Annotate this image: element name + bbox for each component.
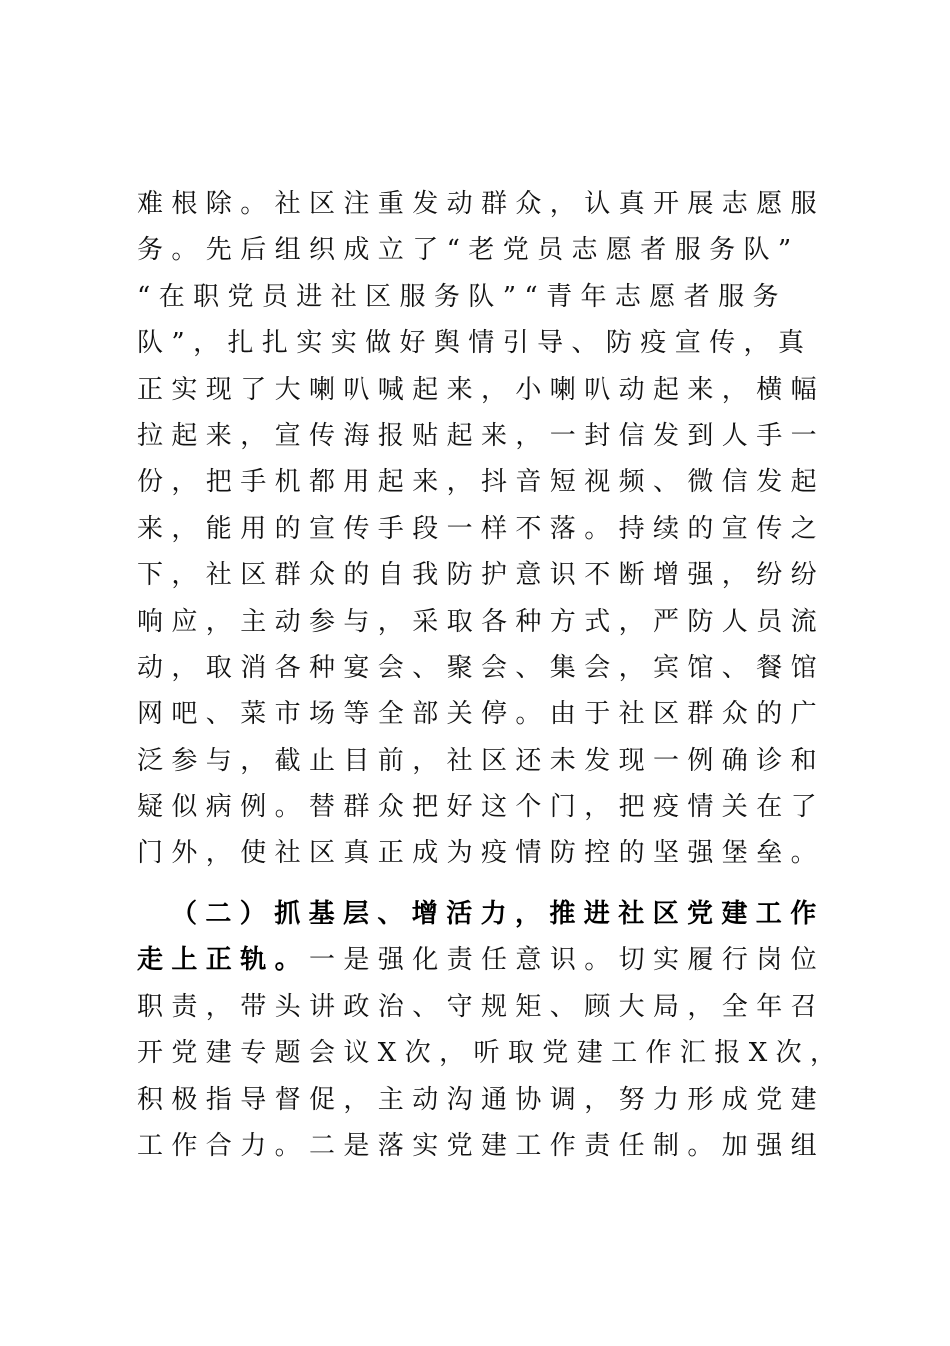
text-line: [137, 937, 837, 983]
text-line: 难根除。社区注重发动群众，认真开展志愿服: [137, 189, 826, 219]
section-heading: （二）抓基层、增活力，推进社区党建工作: [171, 899, 825, 929]
text-line: 份，把手机都用起来，抖音短视频、微信发起: [137, 467, 826, 498]
text-line: 疑似病例。替群众把好这个门，把疫情关在了: [137, 792, 826, 823]
text-line: 正实现了大喇叭喊起来，小喇叭动起来，横幅: [137, 374, 826, 405]
text-line: 积极指导督促，主动沟通协调，努力形成党建: [137, 1084, 826, 1115]
paragraph-volunteer-service: [137, 181, 837, 877]
text-line: 队”，扎扎实实做好舆情引导、防疫宣传，真: [137, 328, 813, 359]
text-line: 来，能用的宣传手段一样不落。持续的宣传之: [137, 513, 826, 544]
text-line: 动，取消各种宴会、聚会、集会，宾馆、餐馆: [137, 652, 826, 683]
text-line: 下，社区群众的自我防护意识不断增强，纷纷: [137, 560, 826, 591]
paragraph-party-building: [137, 891, 845, 1169]
text-line: 泛参与，截止目前，社区还未发现一例确诊和: [137, 745, 826, 776]
text-line: 开党建专题会议X次，听取党建工作汇报X次，: [137, 1038, 845, 1069]
text-line: 拉起来，宣传海报贴起来，一封信发到人手一: [137, 420, 826, 451]
text-line: 职责，带头讲政治、守规矩、顾大局，全年召: [137, 991, 826, 1022]
text-line: 务。先后组织成立了“老党员志愿者服务队”: [137, 235, 800, 266]
text-line: “在职党员进社区服务队”“青年志愿者服务: [137, 281, 787, 312]
text-line: 门外，使社区真正成为疫情防控的坚强堡垒。: [137, 838, 826, 869]
text-line: 工作合力。二是落实党建工作责任制。加强组: [137, 1130, 826, 1161]
section-heading-end: 走上正轨。: [137, 945, 310, 976]
text-line: 响应，主动参与，采取各种方式，严防人员流: [137, 606, 826, 637]
text-line: 网吧、菜市场等全部关停。由于社区群众的广: [137, 699, 826, 730]
text-line-rest: 一是强化责任意识。切实履行岗位: [309, 945, 826, 976]
